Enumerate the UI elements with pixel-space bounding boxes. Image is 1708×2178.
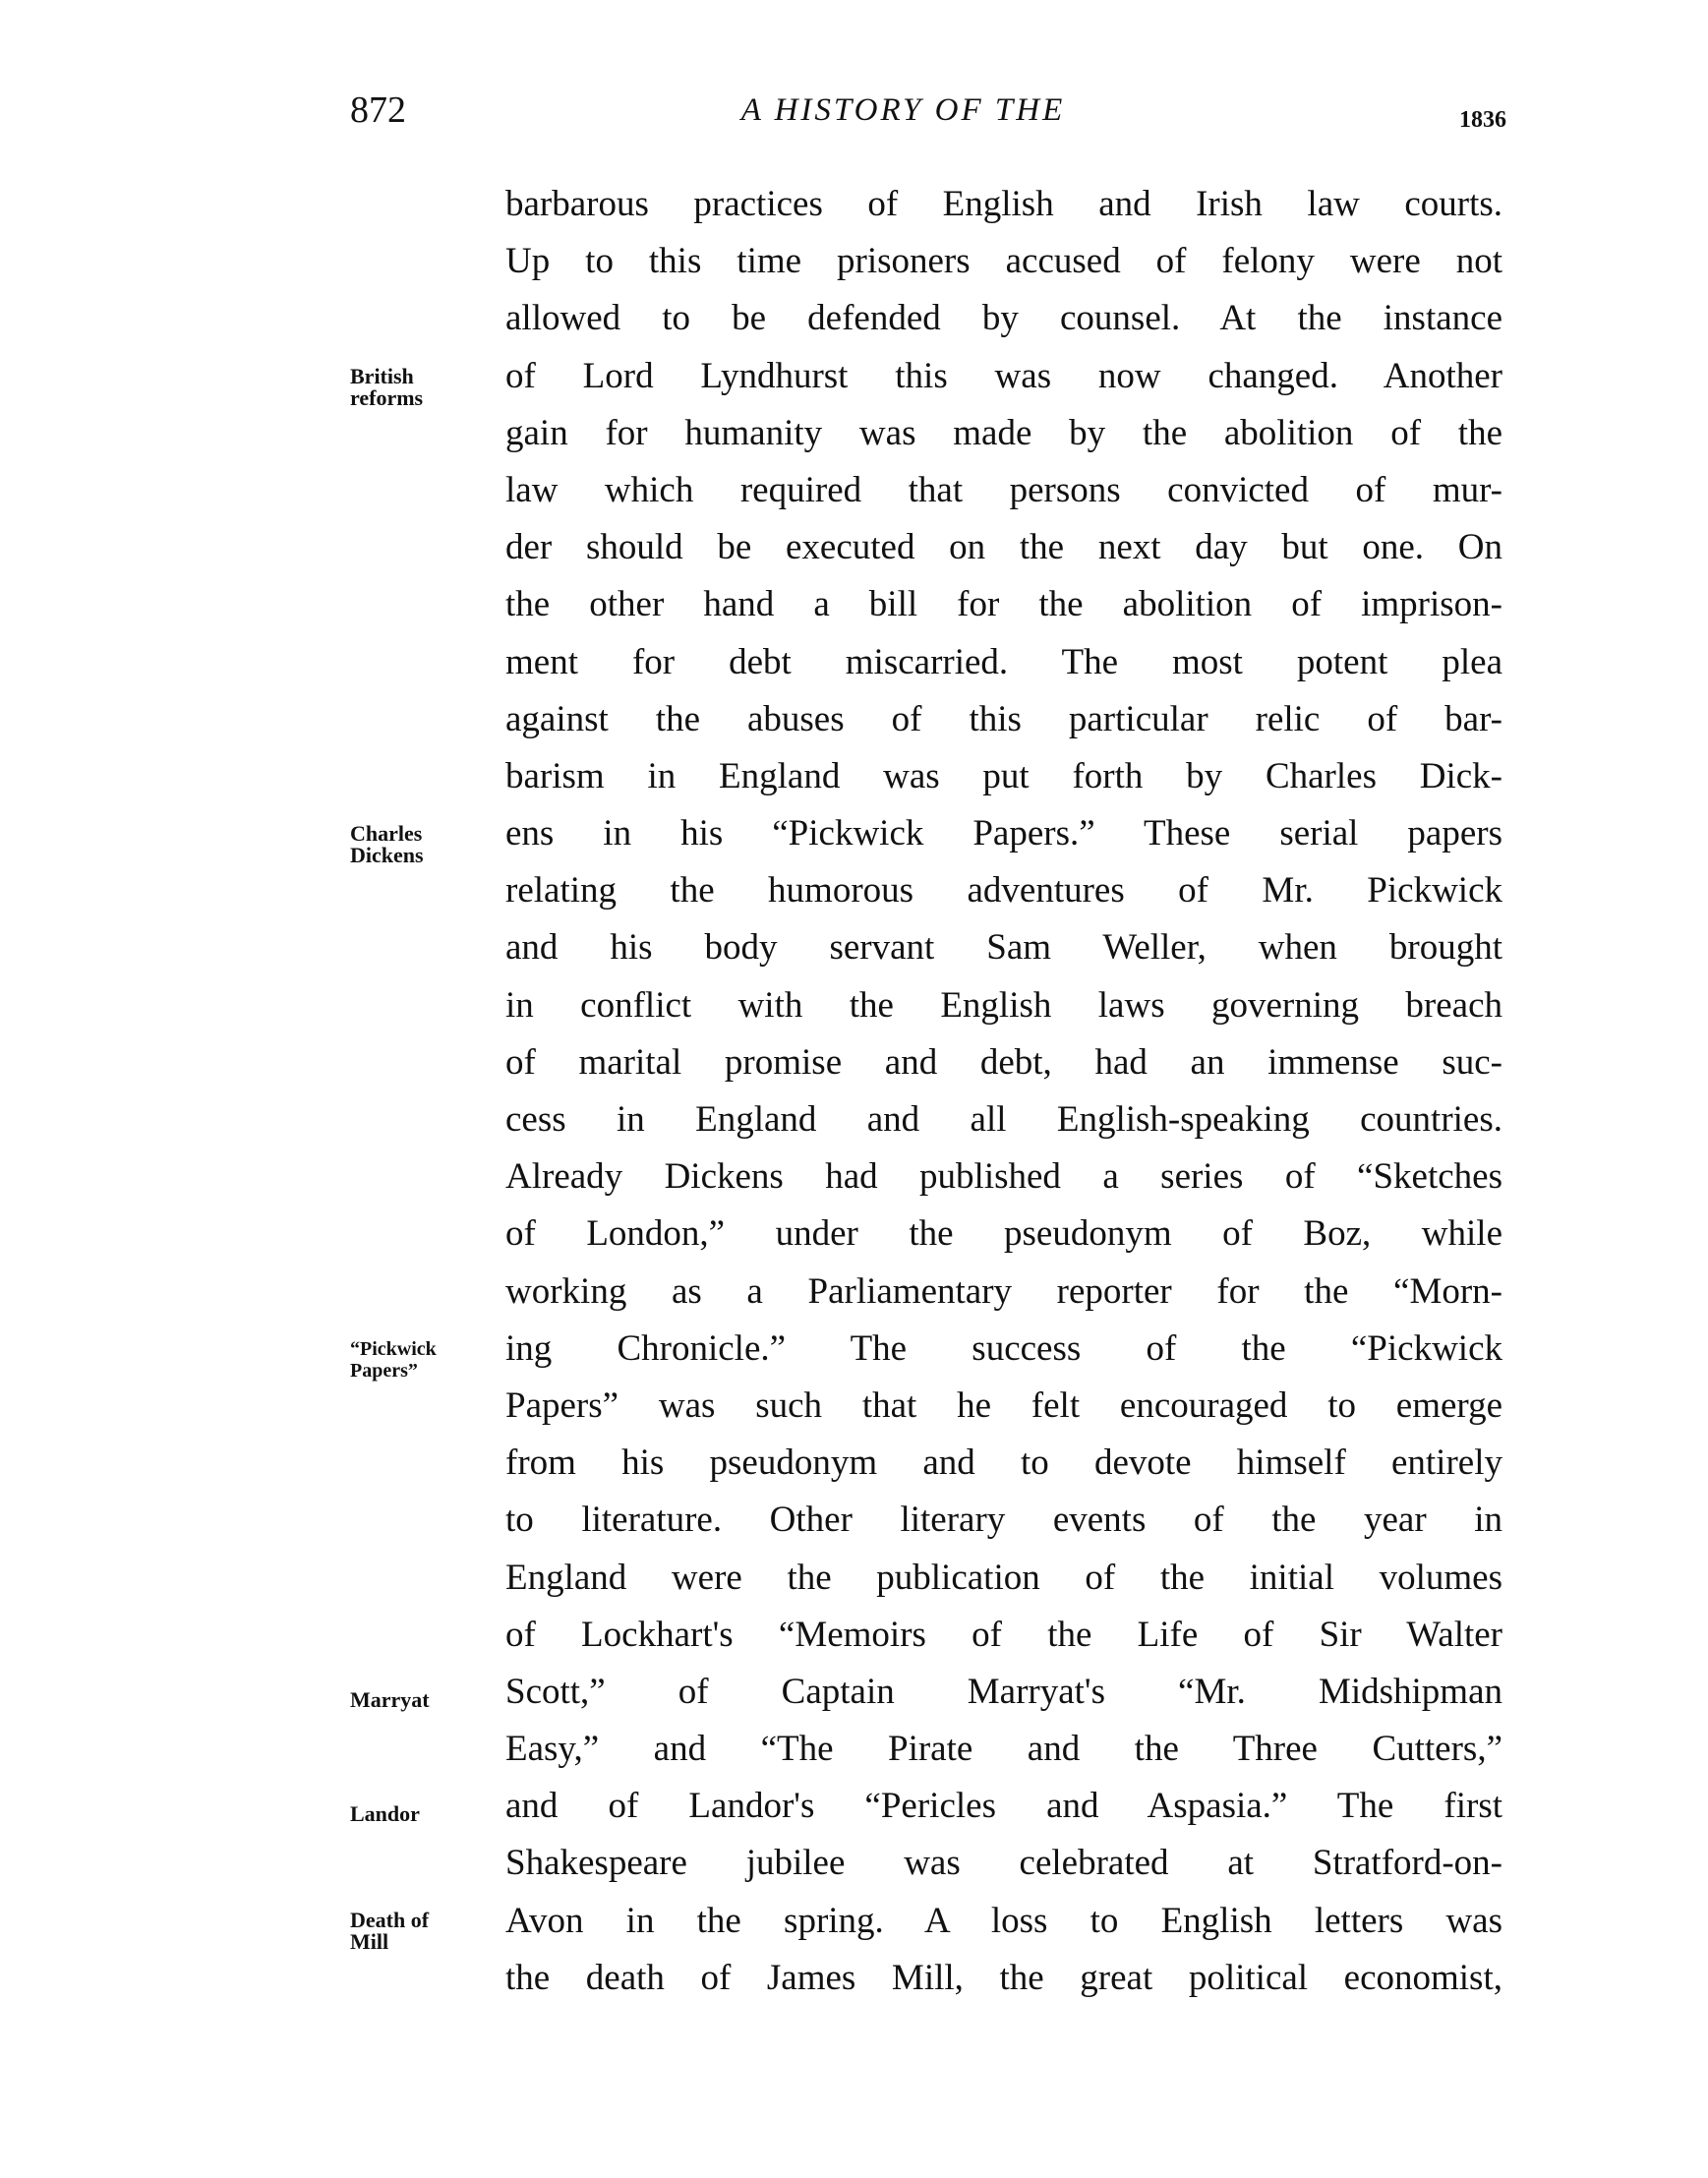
margin-note [350,366,423,409]
text-line: of London,” under the pseudonym of Boz, while [505,1213,1502,1255]
margin-note [350,1338,437,1382]
text-line: from his pseudonym and to devote himself entirely [505,1442,1502,1484]
text-line: working as a Parliamentary reporter for the “Morn- [505,1270,1502,1312]
text-line: relating the humorous adventures of Mr. Pickwick [505,870,1502,912]
text-line: Easy,” and “The Pirate and the Three Cutters,” [505,1729,1502,1770]
page-number: 872 [350,89,406,131]
margin-note-line: Death of [350,1908,430,1932]
text-line: law which required that persons convicted of mur- [505,469,1502,510]
margin-note-line: “Pickwick [350,1338,437,1360]
text-line: Already Dickens had published a series of “Sketches [505,1156,1502,1198]
margin-note-line: reforms [350,385,424,410]
text-line: to literature. Other literary events of the year in [505,1500,1502,1541]
margin-note [350,1803,420,1825]
margin-note [350,1910,429,1953]
text-line: ment for debt miscarried. The most potent plea [505,641,1502,682]
text-line: Shakespeare jubilee was celebrated at Stratford-on- [505,1843,1502,1884]
margin-note [350,1689,430,1711]
text-line: of marital promise and debt, had an immense suc- [505,1041,1502,1083]
text-line: barbarous practices of English and Irish law courts. [505,184,1502,224]
text-line: England were the publication of the initial volumes [505,1557,1502,1598]
margin-note-line: British [350,364,414,388]
text-line: allowed to be defended by counsel. At the instance [505,298,1502,339]
text-line: and his body servant Sam Weller, when brought [505,927,1502,969]
text-line: and of Landor's “Pericles and Aspasia.” The first [505,1786,1502,1827]
text-line: Scott,” of Captain Marryat's “Mr. Midshipman [505,1671,1502,1712]
text-line: the death of James Mill, the great political economist, [505,1957,1502,1998]
margin-note-line: Mill [350,1929,389,1954]
running-title: A HISTORY OF THE [740,92,1066,128]
text-line: of Lockhart's “Memoirs of the Life of Sir Walter [505,1614,1502,1655]
text-line: against the abuses of this particular relic of bar- [505,698,1502,739]
text-line: ens in his “Pickwick Papers.” These serial papers [505,813,1502,854]
margin-note-line: Marryat [350,1687,430,1712]
text-line: gain for humanity was made by the abolition of the [505,412,1502,453]
text-line: Papers” was such that he felt encouraged to emerge [505,1384,1502,1426]
text-line: Avon in the spring. A loss to English letters was [505,1900,1502,1941]
margin-note-line: Landor [350,1801,420,1826]
margin-note-line: Charles [350,821,423,846]
text-line: in conflict with the English laws governing breach [505,984,1502,1026]
header-year: 1836 [1459,107,1506,133]
text-line: ing Chronicle.” The success of the “Pickwick [505,1327,1502,1369]
margin-note [350,823,424,866]
text-line: barism in England was put forth by Charles Dick- [505,755,1502,796]
text-line: the other hand a bill for the abolition of imprison- [505,584,1502,625]
text-line: cess in England and all English-speaking countries. [505,1099,1502,1140]
margin-note-line: Dickens [350,843,424,867]
text-line: Up to this time prisoners accused of felony were not [505,241,1502,282]
margin-note-line: Papers” [350,1360,418,1382]
body-text [505,176,1502,2007]
text-line: of Lord Lyndhurst this was now changed. Another [505,355,1502,396]
text-line: der should be executed on the next day but one. On [505,527,1502,568]
